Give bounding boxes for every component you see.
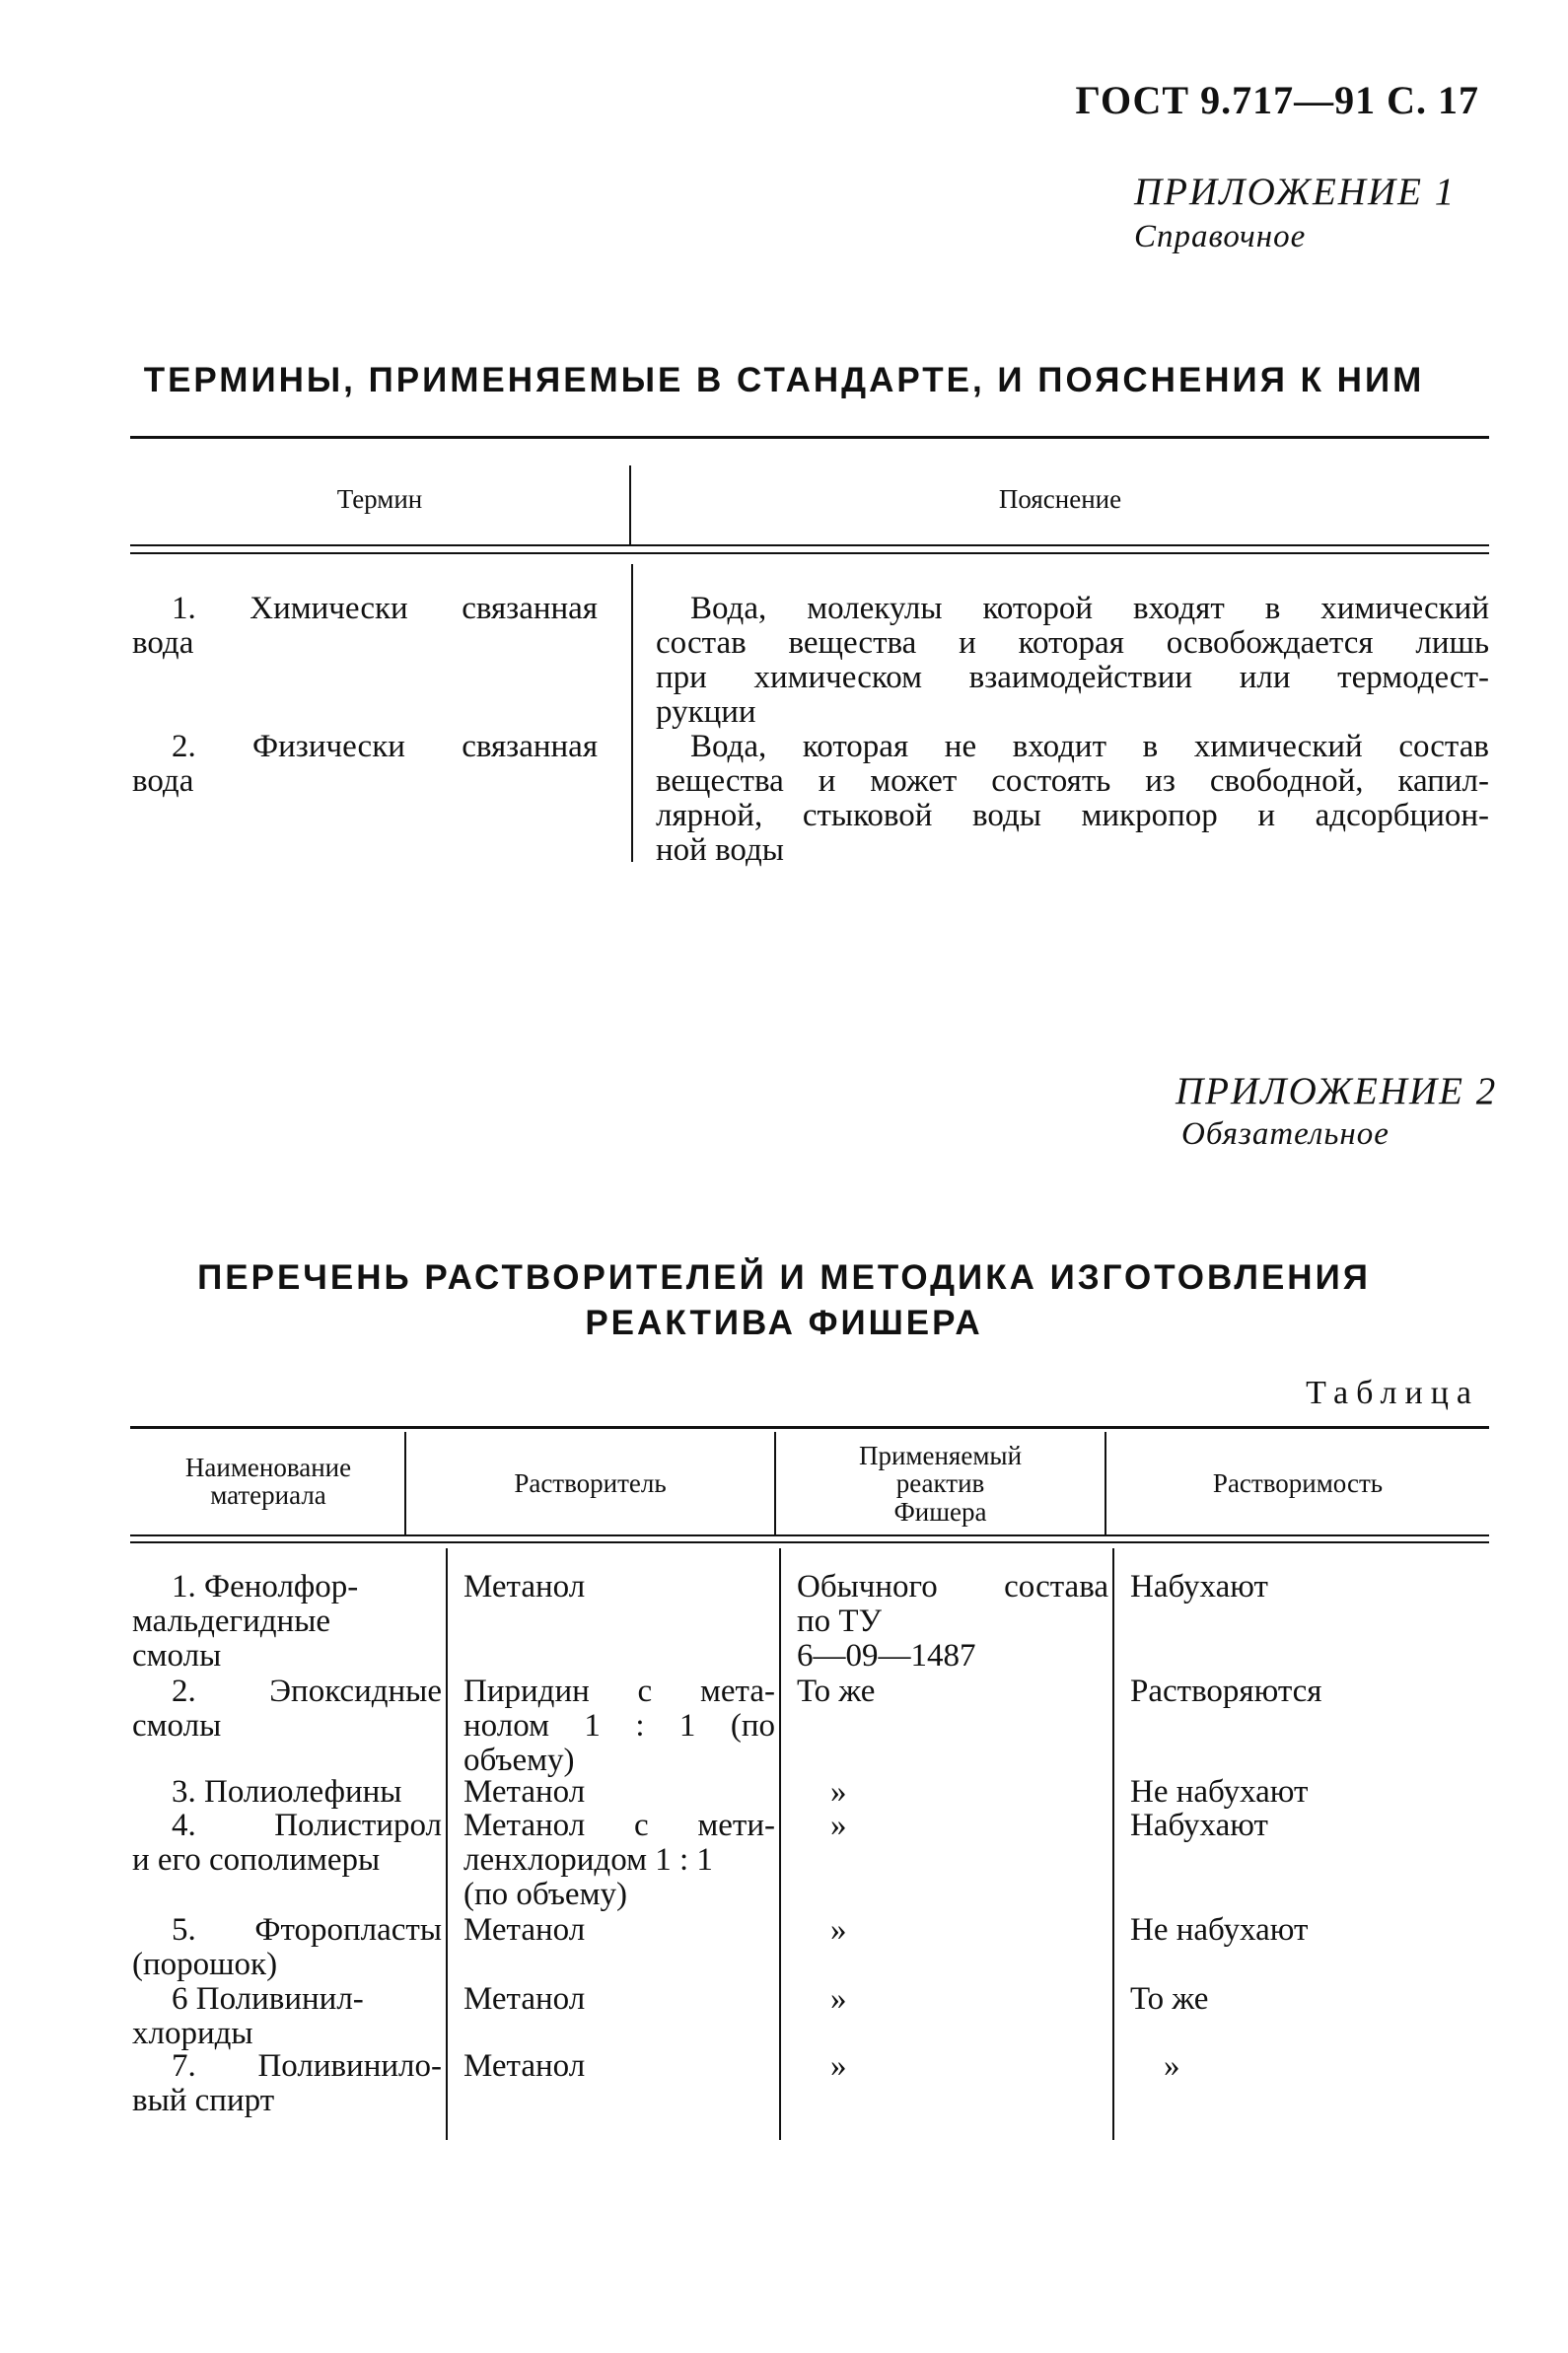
table2-body-divider-3 [1112,1548,1114,2140]
solubility-line: Не набухают [1130,1912,1309,1948]
solvent-line: Метанол с мети- [463,1808,775,1843]
reagent-line: То же [797,1674,876,1709]
expl-line: состав вещества и которая освобождается лишь [656,624,1489,661]
table2-row6-solubility [1130,1982,1485,2017]
table2-row3-solvent [463,1775,775,1810]
solubility-line: Набухают [1130,1569,1268,1604]
solubility-line: Набухают [1130,1808,1268,1843]
table2-row5-material [132,1913,442,1982]
term-line: вода [132,762,194,799]
material-line: мальдегидные [132,1603,331,1639]
material-line: 3. Полиолефины [172,1774,402,1810]
term-line: 1. Химически связанная [172,591,598,626]
material-line: 5. Фторопласты [172,1912,442,1948]
material-line: 4. Полистирол [172,1808,442,1843]
appendix1-title: ПРИЛОЖЕНИЕ 1 [1134,171,1457,213]
material-line: (порошок) [132,1946,278,1982]
appendix2-heading-line1: ПЕРЕЧЕНЬ РАСТВОРИТЕЛЕЙ И МЕТОДИКА ИЗГОТОВЛЕНИЯ [197,1258,1371,1297]
solvent-line: нолом 1 : 1 (по [463,1707,775,1744]
table2-row6-solvent [463,1982,775,2017]
table1-header-rule-2 [130,552,1489,554]
table2-row7-solubility [1130,2049,1485,2084]
solvent-line: Метанол [463,2048,586,2084]
table2-row2-solvent [463,1675,775,1778]
table2-row6-reagent [797,1982,1108,2017]
table2-row1-reagent [797,1570,1108,1674]
table2-col-solubility: Растворимость [1212,1468,1384,1498]
term-line: вода [132,624,194,661]
solubility-line: То же [1130,1981,1209,2017]
material-line: 1. Фенолфор- [172,1569,359,1604]
table2-row4-solvent [463,1809,775,1912]
reagent-line: » [830,1981,847,2017]
table2-row7-reagent [797,2049,1108,2084]
reagent-line: » [830,1774,847,1810]
solubility-line: Не набухают [1130,1774,1309,1810]
table2-row7-material [132,2049,442,2118]
header-line: Применяемый [858,1441,1023,1470]
table2-row7-solvent [463,2049,775,2084]
expl-line: рукции [656,693,756,730]
table2-col-solvent: Растворитель [514,1468,667,1498]
header-line: Фишера [893,1496,987,1527]
table2-row2-solubility [1130,1675,1485,1709]
table1-header-rule-1 [130,544,1489,546]
table2-row3-material [132,1775,442,1810]
expl-line: вещества и может состоять из свободной, капил- [656,762,1489,799]
table1-body-divider [631,564,633,862]
expl-line: Вода, молекулы которой входят в химический [690,591,1489,626]
table1-row2-term [132,730,598,799]
table2-header-rule-1 [130,1534,1489,1536]
expl-line: лярной, стыковой воды микропор и адсорбцион- [656,797,1489,833]
solubility-line: Растворяются [1130,1674,1322,1709]
solvent-line: Метанол [463,1569,586,1604]
appendix2-heading-line2: РЕАКТИВА ФИШЕРА [585,1304,983,1342]
page-header: ГОСТ 9.717—91 С. 17 [1075,78,1479,122]
table2-row1-material [132,1570,442,1674]
table1-row1-term [132,592,598,661]
table2-row4-material [132,1809,442,1878]
table2-row5-solubility [1130,1913,1485,1948]
table1-row1-explanation [656,592,1489,730]
table2-row2-reagent [797,1675,1108,1709]
material-line: 7. Поливинило- [172,2048,442,2084]
appendix1-heading: ТЕРМИНЫ, ПРИМЕНЯЕМЫЕ В СТАНДАРТЕ, И ПОЯСНЕНИЯ К НИМ [143,361,1425,399]
material-line: 6 Поливинил- [172,1981,364,2017]
reagent-line: Обычного состава [797,1569,1108,1604]
table2-row6-material [132,1982,442,2051]
table2-row1-solvent [463,1570,775,1604]
table2-col-reagent [776,1442,1105,1526]
solvent-line: (по объему) [463,1876,627,1912]
table2-row1-solubility [1130,1570,1485,1604]
material-line: и его сополимеры [132,1841,381,1878]
expl-line: Вода, которая не входит в химический состав [690,729,1489,764]
appendix2-title: ПРИЛОЖЕНИЕ 2 [1176,1070,1498,1112]
table1-top-rule [130,436,1489,439]
table2-row5-solvent [463,1913,775,1948]
table-label: Таблица [1306,1375,1479,1411]
table1-col-term: Термин [336,484,423,514]
table2-body-divider-2 [779,1548,781,2140]
material-line: хлориды [132,2015,253,2051]
header-line: материала [210,1480,326,1511]
solubility-line: » [1164,2048,1180,2084]
expl-line: при химическом взаимодействии или термодест- [656,659,1489,695]
material-line: смолы [132,1707,222,1744]
reagent-line: » [830,2048,847,2084]
expl-line: ной воды [656,831,784,868]
material-line: 2. Эпоксидные [172,1674,442,1709]
reagent-line: » [830,1912,847,1948]
table2-row3-reagent [797,1775,1108,1810]
appendix1-subtitle: Справочное [1134,219,1307,254]
table2-header-rule-2 [130,1541,1489,1543]
solvent-line: Пиридин с мета- [463,1674,775,1709]
table2-row4-reagent [797,1809,1108,1843]
table2-col-material [132,1454,404,1510]
term-line: 2. Физически связанная [172,729,598,764]
table2-body-divider-1 [446,1548,448,2140]
table2-row4-solubility [1130,1809,1485,1843]
solvent-line: Метанол [463,1774,586,1810]
material-line: вый спирт [132,2082,275,2118]
appendix2-subtitle: Обязательное [1181,1116,1390,1152]
solvent-line: объему) [463,1742,575,1778]
table1-row2-explanation [656,730,1489,868]
table2-row2-material [132,1675,442,1744]
material-line: смолы [132,1637,222,1674]
reagent-line: по ТУ [797,1603,882,1639]
solvent-line: Метанол [463,1981,586,2017]
reagent-line: 6—09—1487 [797,1637,976,1674]
table1-col-explanation: Пояснение [998,484,1122,514]
table2-row5-reagent [797,1913,1108,1948]
header-line: Наименование [184,1453,352,1482]
solvent-line: Метанол [463,1912,586,1948]
header-line: реактив [895,1468,985,1499]
reagent-line: » [830,1808,847,1843]
solvent-line: ленхлоридом 1 : 1 [463,1841,713,1878]
table2-row3-solubility [1130,1775,1485,1810]
table2-top-rule [130,1426,1489,1429]
